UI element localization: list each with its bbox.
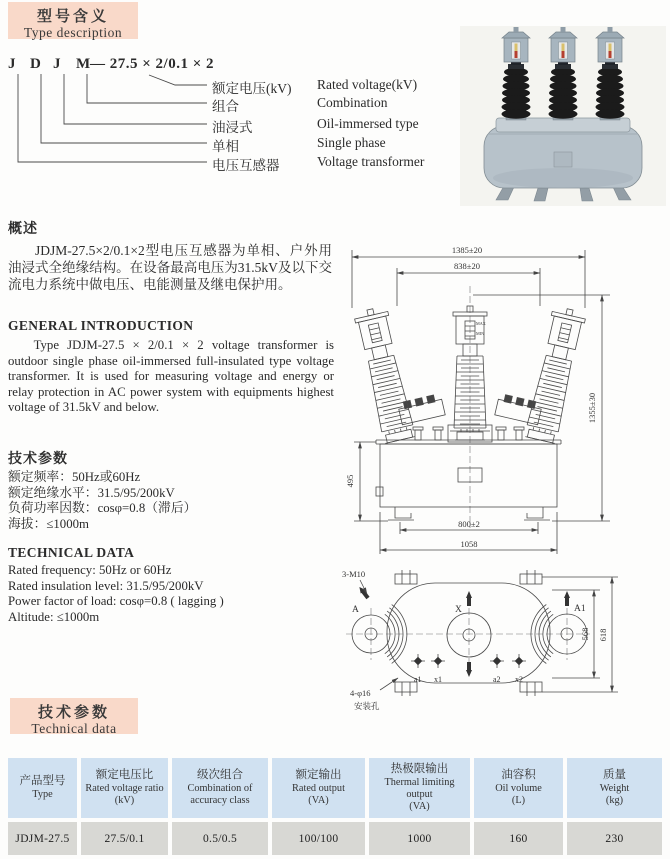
col-zh: 额定电压比 (95, 769, 154, 782)
designation-label-combination (212, 95, 388, 115)
tech-params-zh-section (8, 448, 196, 532)
front-view (352, 250, 610, 554)
designation-label-single-phase (212, 135, 386, 155)
col-unit: (kg) (605, 794, 624, 806)
technical-data-header (10, 698, 138, 734)
cell-weight: 230 (567, 822, 662, 855)
dim-total-height: 1355±30 (587, 392, 597, 424)
terminal-x-label: X (455, 605, 462, 615)
technical-data-en-section (8, 545, 224, 625)
type-description-header (8, 2, 138, 39)
designation-suffix: — 27.5 × 2/0.1 × 2 (90, 56, 215, 72)
tech-params-zh-line: 负荷功率因数：cosφ=0.8（滞后） (8, 501, 197, 516)
col-rated-output (272, 758, 365, 818)
col-unit: (L) (511, 794, 526, 806)
col-en: Rated output (292, 782, 345, 794)
col-en: Weight (599, 782, 630, 794)
cell-oil-volume: 160 (474, 822, 563, 855)
col-thermal-limiting-output (369, 758, 470, 818)
terminal-x1-label: x1 (434, 675, 442, 684)
type-description-header-en: Type description (23, 25, 123, 40)
dim-tank-height: 495 (345, 474, 355, 488)
spec-table-header (8, 758, 662, 818)
technical-data-en-line: Power factor of load: cosφ=0.8 ( lagging ) (8, 594, 224, 609)
label-en: Voltage transformer (317, 154, 425, 169)
cell-rated-voltage-ratio: 27.5/0.1 (81, 822, 168, 855)
label-en: Combination (317, 95, 388, 110)
col-zh: 额定输出 (295, 769, 342, 782)
col-unit: (kV) (114, 794, 135, 806)
cell-type: JDJM-27.5 (8, 822, 77, 855)
cell-rated-output: 100/100 (272, 822, 365, 855)
mounting-holes-qty: 4-φ16 (350, 688, 371, 698)
label-zh: 额定电压(kV) (212, 81, 292, 96)
dim-outer-width: 1385±20 (451, 245, 483, 255)
col-rated-voltage-ratio (81, 758, 168, 818)
col-zh: 热极限输出 (390, 763, 449, 776)
general-introduction-section (8, 318, 334, 416)
terminal-a-label: A (352, 605, 359, 615)
overview-section (8, 218, 332, 293)
col-zh: 产品型号 (19, 775, 66, 788)
label-zh: 油浸式 (212, 120, 253, 135)
tech-params-zh-heading: 技术参数 (8, 452, 68, 467)
top-view (346, 570, 618, 696)
technical-data-header-zh: 技术参数 (37, 705, 110, 721)
label-en: Rated voltage(kV) (317, 77, 418, 92)
technical-data-en-heading: TECHNICAL DATA (8, 545, 135, 560)
designation-label-oil-immersed (212, 116, 419, 136)
mounting-holes-label: 安装孔 (354, 701, 380, 711)
m10-label: 3-M10 (342, 569, 366, 579)
tech-params-zh-line: 额定频率：50Hz或60Hz (8, 470, 141, 484)
technical-data-en-line: Rated insulation level: 31.5/95/200kV (8, 578, 204, 593)
cell-accuracy-class: 0.5/0.5 (172, 822, 268, 855)
designation-letter-m: M (76, 56, 91, 72)
general-introduction-body: Type JDJM-27.5 × 2/0.1 × 2 voltage transformer is outdoor single phase oil-immersed full-insulated type voltage transformer. It is used for measuring voltage and energy or relay protection in AC power system with equipments highest voltage of 31.5kV and below. (8, 338, 334, 415)
dim-inner-width: 838±20 (454, 261, 480, 271)
technical-data-en-line: Altitude: ≤1000m (8, 609, 100, 624)
col-zh: 质量 (603, 769, 626, 782)
label-en: Oil-immersed type (317, 116, 419, 131)
col-weight (567, 758, 662, 818)
col-en: Rated voltage ratio (85, 782, 164, 794)
terminal-a1-label: a1 (414, 675, 422, 684)
type-description-header-zh: 型号含义 (36, 9, 109, 25)
terminal-a2-label: a2 (493, 675, 501, 684)
designation-label-voltage-transformer (212, 154, 424, 174)
dim-base-width: 1058 (460, 539, 478, 549)
col-oil-volume (474, 758, 563, 818)
label-zh: 组合 (212, 99, 239, 114)
terminal-a1-main-label: A1 (574, 604, 586, 614)
designation-letter-j1: J (8, 56, 16, 72)
gauge-min-label: MIN (476, 331, 485, 336)
col-zh: 级次组合 (197, 769, 243, 782)
col-en: Thermal limiting output (384, 776, 455, 800)
col-en: Type (32, 788, 53, 800)
technical-data-en-line: Rated frequency: 50Hz or 60Hz (8, 563, 172, 577)
label-en: Single phase (317, 135, 386, 150)
designation-label-rated-voltage (212, 77, 417, 97)
tech-params-zh-line: 海拔：≤1000m (8, 516, 89, 531)
col-type (8, 758, 77, 818)
col-accuracy-class (172, 758, 268, 818)
label-zh: 单相 (212, 139, 239, 154)
dimension-drawing (338, 228, 670, 720)
designation-letter-j2: J (53, 56, 61, 72)
tech-params-zh-line: 额定绝缘水平：31.5/95/200kV (8, 485, 175, 500)
spec-table-row (8, 822, 662, 855)
designation-tree-lines (8, 55, 218, 175)
photo-bushings (502, 27, 625, 120)
product-photo (458, 26, 668, 208)
dim-feet-width: 800±2 (458, 519, 480, 529)
col-unit: (VA) (308, 794, 329, 806)
dim-618: 618 (598, 628, 608, 642)
col-unit: (VA) (409, 800, 430, 812)
dim-568: 568 (580, 627, 590, 641)
col-en: Oil volume (495, 782, 542, 794)
terminal-x2-label: x2 (515, 675, 523, 684)
label-zh: 电压互感器 (212, 158, 280, 173)
cell-thermal-limiting-output: 1000 (369, 822, 470, 855)
overview-body: JDJM-27.5×2/0.1×2型电压互感器为单相、户外用油浸式全绝缘结构。在设备最高电压为31.5kV及以下交流电力系统中做电压、电能测量及继电保护用。 (8, 243, 332, 292)
col-en: Combination of accuracy class (187, 782, 253, 806)
general-introduction-heading: GENERAL INTRODUCTION (8, 318, 194, 333)
col-zh: 油容积 (501, 769, 536, 782)
gauge-max-label: MAX (476, 321, 486, 326)
designation-letter-d: D (30, 56, 42, 72)
overview-heading: 概述 (8, 222, 38, 237)
technical-data-header-en: Technical data (31, 721, 117, 736)
